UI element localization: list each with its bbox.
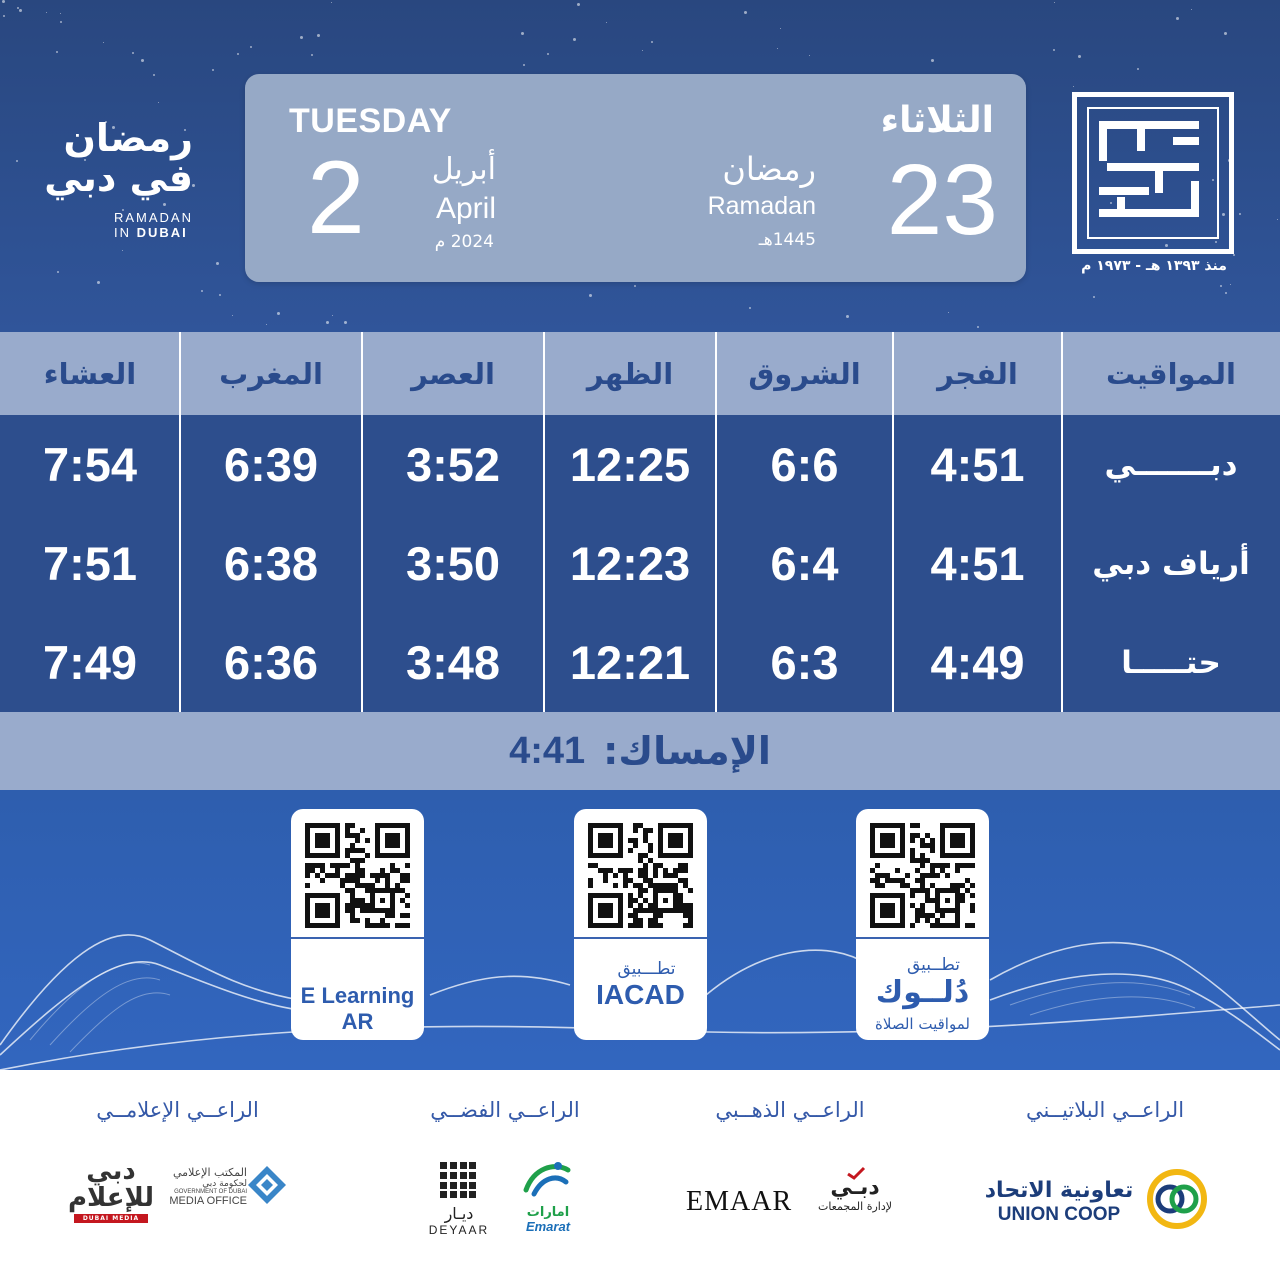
speck — [56, 51, 58, 53]
gregorian-year: 2024 م — [434, 232, 494, 252]
col-head-times: المواقيت — [1106, 356, 1236, 391]
qr-card-iacad[interactable] — [574, 809, 707, 1040]
speck — [331, 2, 332, 3]
union-coop-logo-text — [976, 1178, 1142, 1226]
qr-card-divider — [291, 937, 424, 939]
speck — [250, 46, 252, 48]
speck — [219, 294, 221, 296]
speck — [1230, 284, 1231, 285]
emarat-en: Emarat — [525, 1219, 571, 1234]
speck — [132, 52, 134, 54]
logo-en-line2 — [114, 225, 193, 240]
imsak-label: الإمساك: — [603, 729, 771, 773]
speck — [344, 321, 347, 324]
deyaar-en: DEYAAR — [428, 1223, 490, 1237]
speck — [589, 294, 592, 297]
time-dhuhr: 12:25 — [569, 438, 691, 491]
city-name: أرياف دبي — [1092, 545, 1250, 582]
dubai-media-en: DUBAI MEDIA — [74, 1214, 148, 1223]
union-coop-rings-icon — [1146, 1168, 1208, 1230]
col-head-asr: العصر — [411, 356, 495, 391]
speck — [931, 59, 934, 62]
speck — [122, 250, 123, 251]
calendar-since-text: منذ ١٣٩٣ هـ - ١٩٧٣ م — [1081, 258, 1227, 274]
imsak-bar — [0, 712, 1280, 790]
sponsors-section — [0, 1070, 1280, 1280]
logo-en-dubai: DUBAI — [136, 225, 188, 240]
col-head-fajr: الفجر — [937, 356, 1018, 391]
union-coop-ar: تعاونية الاتحاد — [984, 1178, 1134, 1203]
speck — [1073, 86, 1074, 87]
media-office-emblem-icon — [246, 1164, 288, 1206]
logo-bar — [1099, 121, 1107, 161]
column-divider — [892, 332, 894, 415]
col-head-dhuhr: الظهر — [586, 356, 674, 391]
speck — [777, 48, 778, 49]
emarat-swoosh-icon — [520, 1160, 574, 1208]
media-office-en2: MEDIA OFFICE — [169, 1195, 247, 1207]
speck — [1137, 68, 1139, 70]
speck — [606, 22, 607, 23]
time-maghrib: 6:36 — [223, 636, 319, 689]
speck — [317, 34, 320, 37]
speck — [212, 69, 214, 71]
speck — [1224, 32, 1227, 35]
column-divider — [179, 332, 181, 415]
media-office-en1: GOVERNMENT OF DUBAI — [174, 1189, 247, 1195]
speck — [97, 281, 100, 284]
time-sunrise: 6:3 — [770, 636, 839, 689]
weekday-arabic: الثلاثاء — [880, 100, 994, 141]
time-isha: 7:49 — [42, 636, 138, 689]
speck — [3, 15, 5, 17]
speck — [846, 315, 849, 318]
emaar-logo: EMAAR — [686, 1186, 793, 1217]
elearning-line2: AR — [341, 1009, 374, 1034]
speck — [60, 13, 61, 14]
speck — [744, 11, 747, 14]
logo-bar — [1173, 137, 1199, 145]
qr-code-dulook[interactable] — [870, 823, 975, 928]
qr-card-divider — [574, 937, 707, 939]
hijri-month-arabic: رمضان — [722, 150, 816, 188]
city-name: دبـــــــي — [1104, 446, 1238, 483]
qr-label-dulook — [856, 955, 989, 1033]
dulook-line1: تطــبيق — [906, 955, 961, 975]
media-office-logo-text — [157, 1166, 247, 1207]
speck — [1054, 2, 1055, 3]
col-head-maghrib: المغرب — [219, 356, 323, 391]
iacad-line1: تطـــبيق — [617, 959, 676, 979]
prayer-table-header — [0, 332, 1280, 415]
gregorian-month-arabic: أبريل — [431, 152, 496, 187]
time-sunrise: 6:4 — [770, 537, 839, 590]
logo-bar — [1155, 163, 1163, 193]
speck — [749, 307, 751, 309]
sponsor-title-gold: الراعــي الذهــبي — [715, 1098, 865, 1122]
speck — [780, 28, 781, 29]
qr-card-elearning[interactable] — [291, 809, 424, 1040]
weekday-english: TUESDAY — [289, 102, 452, 140]
time-asr: 3:48 — [405, 636, 501, 689]
time-isha: 7:51 — [42, 537, 138, 590]
hijri-month-english: Ramadan — [707, 192, 816, 220]
speck — [311, 54, 313, 56]
deyaar-ar: ديـار — [444, 1204, 474, 1223]
column-divider — [361, 332, 363, 415]
speck — [158, 102, 159, 103]
logo-bar — [1099, 187, 1149, 195]
hijri-year: 1445هـ — [758, 230, 816, 250]
logo-bar — [1137, 121, 1145, 151]
dubai-communities-sub: لإدارة المجمعات — [817, 1200, 893, 1213]
qr-code-iacad[interactable] — [588, 823, 693, 928]
dubai-media-logo — [66, 1158, 156, 1223]
gregorian-month-english: April — [435, 192, 496, 225]
speck — [1176, 17, 1179, 20]
speck — [577, 3, 580, 6]
deyaar-logo-text — [420, 1204, 498, 1237]
speck — [977, 326, 979, 328]
logo-bar — [1117, 197, 1125, 211]
time-maghrib: 6:39 — [223, 438, 319, 491]
qr-code-elearning[interactable] — [305, 823, 410, 928]
ramadan-in-dubai-logo — [28, 118, 203, 248]
sponsor-title-platinum: الراعــي البلاتيــني — [1025, 1098, 1185, 1122]
time-dhuhr: 12:21 — [569, 636, 691, 689]
logo-bar — [1099, 121, 1199, 129]
speck — [1093, 296, 1095, 298]
gregorian-day: 2 — [307, 140, 365, 256]
emarat-ar: امارات — [526, 1205, 570, 1220]
logo-bar — [1107, 163, 1199, 171]
speck — [153, 74, 155, 76]
column-divider — [543, 332, 545, 415]
speck — [300, 36, 303, 39]
dubai-communities-ar: دبـي — [830, 1175, 880, 1200]
time-fajr: 4:51 — [930, 537, 1025, 590]
speck — [237, 53, 239, 55]
time-dhuhr: 12:23 — [569, 537, 691, 590]
dubai-communities-mark-icon — [846, 1166, 866, 1180]
qr-card-divider — [856, 937, 989, 939]
speck — [573, 38, 576, 41]
qr-label-elearning — [291, 983, 424, 1035]
speck — [216, 262, 219, 265]
speck — [1239, 213, 1241, 215]
speck — [60, 21, 62, 23]
speck — [266, 324, 267, 325]
speck — [326, 321, 329, 324]
qr-card-dulook[interactable] — [856, 809, 989, 1040]
speck — [521, 32, 524, 35]
speck — [201, 290, 203, 292]
speck — [141, 59, 144, 62]
speck — [1053, 49, 1055, 51]
elearning-line1: E Learning — [300, 983, 415, 1008]
speck — [1220, 285, 1222, 287]
speck — [809, 55, 810, 56]
speck — [1225, 292, 1227, 294]
time-sunrise: 6:6 — [770, 438, 839, 491]
time-asr: 3:50 — [405, 537, 501, 590]
column-divider — [715, 332, 717, 415]
qr-label-iacad — [574, 959, 707, 1011]
speck — [651, 41, 653, 43]
logo-en-line1: RAMADAN — [113, 210, 193, 225]
imsak-time: 4:41 — [509, 729, 586, 772]
header — [0, 0, 1280, 332]
hijri-day: 23 — [886, 144, 998, 256]
emarat-logo-text — [516, 1206, 580, 1234]
city-name: حتـــــا — [1121, 644, 1221, 681]
qr-section — [0, 790, 1280, 1070]
dubai-communities-logo — [800, 1176, 910, 1213]
speck — [232, 315, 233, 316]
col-head-isha: العشاء — [43, 356, 137, 391]
speck — [547, 53, 549, 55]
time-isha: 7:54 — [42, 438, 138, 491]
speck — [46, 12, 47, 13]
logo-arabic-text: رمضان في دبي — [44, 116, 193, 200]
union-coop-en: UNION COOP — [997, 1204, 1121, 1225]
logo-en-in: IN — [113, 225, 137, 240]
column-divider — [1061, 332, 1063, 415]
dulook-line3: لمواقيت الصلاة — [875, 1015, 970, 1033]
speck — [642, 50, 643, 51]
prayer-table-body — [0, 415, 1280, 712]
speck — [1191, 9, 1192, 10]
speck — [523, 64, 525, 66]
media-office-ar1: المكتب الإعلامي — [173, 1166, 247, 1179]
speck — [948, 312, 949, 313]
dubai-media-ar: دبي للإعلام — [67, 1156, 155, 1213]
speck — [2, 0, 5, 3]
date-card — [245, 74, 1026, 282]
time-fajr: 4:51 — [930, 438, 1025, 491]
time-maghrib: 6:38 — [223, 537, 319, 590]
deyaar-dots-icon — [440, 1162, 476, 1198]
time-asr: 3:52 — [405, 438, 501, 491]
speck — [1277, 219, 1278, 220]
speck — [1078, 55, 1081, 58]
speck — [57, 271, 59, 273]
speck — [16, 160, 18, 162]
sponsor-title-media: الراعــي الإعلامــي — [96, 1098, 259, 1122]
media-office-ar2: لحكومة دبي — [202, 1179, 247, 1189]
sponsor-title-silver: الراعــي الفضــي — [430, 1098, 580, 1122]
dulook-line2: دُلــوك — [875, 975, 970, 1010]
speck — [1233, 254, 1235, 256]
speck — [332, 315, 333, 316]
col-head-sunrise: الشروق — [748, 356, 861, 391]
iacad-line2: IACAD — [596, 979, 685, 1010]
dubai-calendar-logo — [1072, 92, 1234, 254]
speck — [19, 9, 22, 12]
logo-bar — [1191, 181, 1199, 217]
speck — [103, 42, 104, 43]
logo-bar — [1099, 209, 1199, 217]
speck — [277, 312, 280, 315]
time-fajr: 4:49 — [930, 636, 1025, 689]
logo-english-text — [114, 210, 193, 240]
speck — [634, 285, 636, 287]
